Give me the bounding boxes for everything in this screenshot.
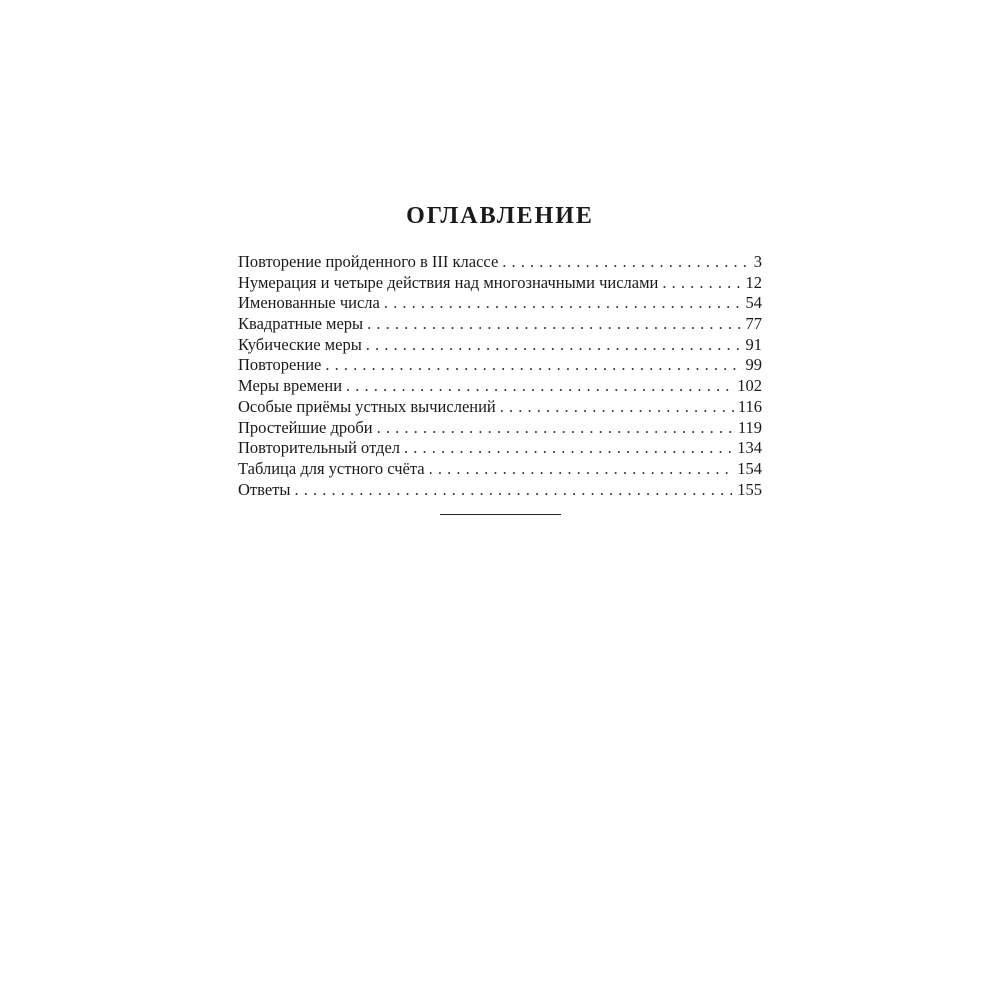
toc-entry: [238, 438, 762, 459]
toc-entry-page: 116: [737, 396, 762, 416]
toc-dot-leader: [384, 293, 743, 314]
toc-entry-page: 134: [737, 438, 762, 458]
toc-entry: [238, 355, 762, 376]
toc-entry-label: Нумерация и четыре действия над многозначными числами: [238, 272, 659, 292]
section-divider: [440, 514, 561, 515]
toc-entry: [238, 459, 762, 480]
toc-entry-page: 77: [745, 314, 762, 334]
toc-dot-leader: [366, 335, 743, 356]
toc-entry-page: 102: [737, 376, 762, 396]
toc-dot-leader: [662, 273, 742, 294]
toc-entry: [238, 397, 762, 418]
toc-entry: [238, 314, 762, 335]
toc-dot-leader: [500, 397, 735, 418]
toc-entry-page: 99: [745, 355, 762, 375]
toc-entry: [238, 273, 762, 294]
toc-entry-page: 54: [745, 293, 762, 313]
toc-entry-page: 155: [737, 479, 762, 499]
page-title: ОГЛАВЛЕНИЕ: [406, 203, 594, 229]
toc-entry-label: Меры времени: [238, 376, 343, 396]
toc-entry-label: Кубические меры: [238, 334, 362, 354]
toc-entry: [238, 480, 762, 501]
toc-entry-label: Квадратные меры: [238, 314, 364, 334]
toc-entry: [238, 418, 762, 439]
toc-entry: [238, 376, 762, 397]
toc-dot-leader: [377, 418, 735, 439]
toc-entry-page: 91: [745, 334, 762, 354]
toc-entry-label: Повторение пройденного в III классе: [238, 252, 499, 271]
toc-dot-leader: [346, 376, 734, 397]
toc-dot-leader: [404, 438, 734, 459]
toc-dot-leader: [294, 480, 734, 501]
toc-entry-page: 119: [737, 417, 762, 437]
toc-dot-leader: [325, 355, 742, 376]
toc-entry-label: Простейшие дроби: [238, 417, 373, 437]
toc-entry-label: Именованные числа: [238, 293, 380, 313]
toc-entry-label: Ответы: [238, 479, 291, 499]
toc-entry-label: Особые приёмы устных вычислений: [238, 396, 496, 416]
toc-entry-page: 154: [737, 458, 762, 478]
table-of-contents: [238, 252, 762, 500]
toc-dot-leader: [429, 459, 735, 480]
toc-dot-leader: [367, 314, 742, 335]
toc-entry: [238, 293, 762, 314]
toc-entry-page: 3: [753, 252, 762, 271]
toc-entry-page: 12: [745, 272, 762, 292]
toc-dot-leader: [502, 252, 750, 273]
toc-entry-label: Повторение: [238, 355, 322, 375]
toc-entry-label: Таблица для устного счёта: [238, 458, 425, 478]
toc-entry-label: Повторительный отдел: [238, 438, 401, 458]
toc-entry: [238, 252, 762, 273]
toc-entry: [238, 335, 762, 356]
